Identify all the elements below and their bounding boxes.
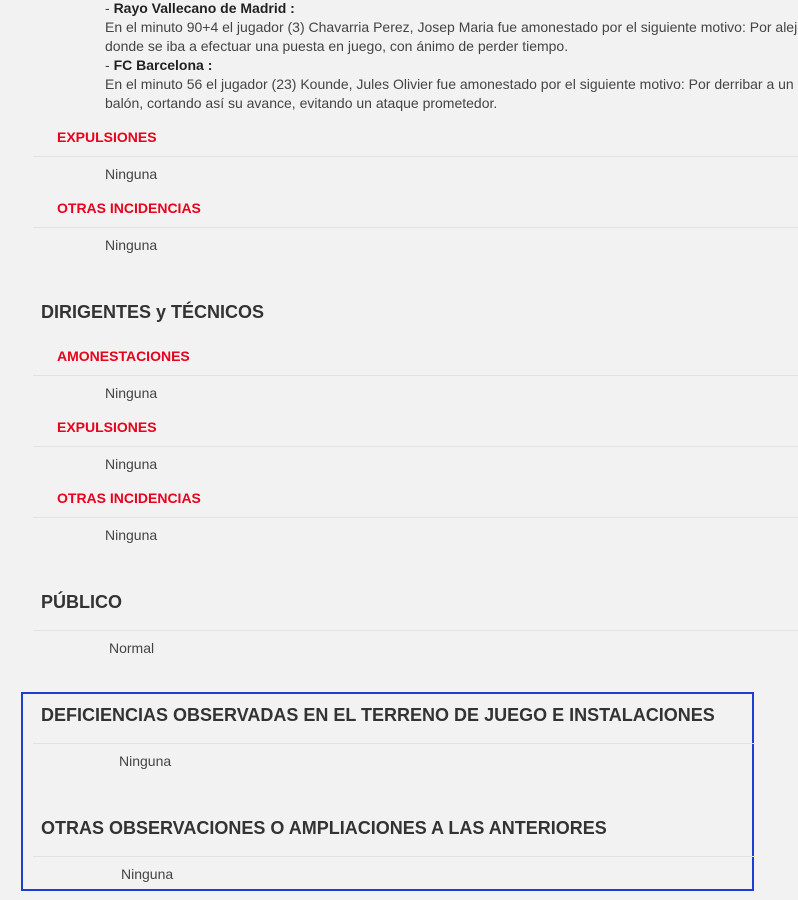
section-label-otras-incidencias: OTRAS INCIDENCIAS [57,200,201,216]
section-label-expulsiones: EXPULSIONES [57,129,157,145]
section-title-dirigentes: DIRIGENTES y TÉCNICOS [41,302,265,322]
divider [33,517,798,518]
divider [33,375,798,376]
divider [33,743,755,744]
section-label-otras-incidencias: OTRAS INCIDENCIAS [57,490,201,506]
team-line-rayo: - Rayo Vallecano de Madrid : [105,0,295,16]
section-value: Ninguna [105,456,158,472]
section-value: Ninguna [105,527,158,543]
team-name-rayo: Rayo Vallecano de Madrid : [113,0,295,16]
incident-text: balón, cortando así su avance, evitando un ataque prometedor. [105,95,498,111]
incident-text: En el minuto 56 el jugador (23) Kounde, Jules Olivier fue amonestado por el siguiente motivo: Por derribar a un [105,76,794,92]
section-title-otras-observaciones: OTRAS OBSERVACIONES O AMPLIACIONES A LAS ANTERIORES [41,818,607,838]
section-value: Ninguna [121,866,174,882]
team-name-barcelona: FC Barcelona : [113,57,213,73]
section-label-amonestaciones: AMONESTACIONES [57,348,190,364]
divider [33,156,798,157]
incident-text: donde se iba a efectuar una puesta en juego, con ánimo de perder tiempo. [105,38,569,54]
incident-text: En el minuto 90+4 el jugador (3) Chavarria Perez, Josep Maria fue amonestado por el siguiente motivo: Por alej [105,19,798,35]
section-value: Ninguna [119,753,172,769]
team-line-barcelona: - FC Barcelona : [105,57,213,73]
section-value: Ninguna [105,237,158,253]
section-title-publico: PÚBLICO [41,592,122,612]
divider [33,227,798,228]
section-value: Ninguna [105,166,158,182]
section-value: Normal [109,640,155,656]
divider [33,630,798,631]
divider [33,856,755,857]
section-value: Ninguna [105,385,158,401]
divider [33,446,798,447]
section-title-deficiencias: DEFICIENCIAS OBSERVADAS EN EL TERRENO DE JUEGO E INSTALACIONES [41,705,715,725]
section-label-expulsiones: EXPULSIONES [57,419,157,435]
